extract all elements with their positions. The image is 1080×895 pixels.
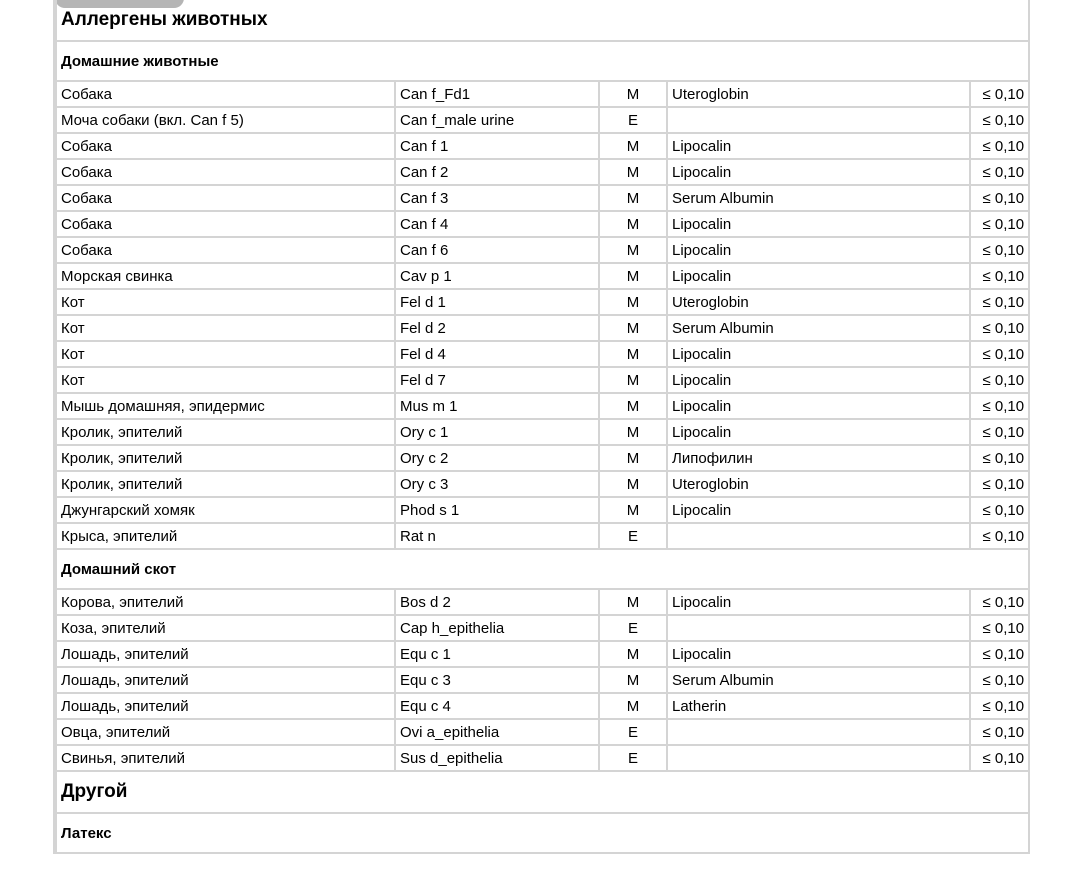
subsection-title: Домашний скот: [56, 549, 1029, 589]
cell-type: M: [599, 693, 667, 719]
cell-type: E: [599, 745, 667, 771]
cell-value: ≤ 0,10: [970, 667, 1029, 693]
cell-family: Lipocalin: [667, 419, 970, 445]
livestock-rows: [56, 589, 1029, 771]
cell-type: M: [599, 133, 667, 159]
cell-allergen: Ory c 1: [395, 419, 599, 445]
cell-family: Uteroglobin: [667, 289, 970, 315]
section-title: Другой: [56, 771, 1029, 813]
cell-allergen: Rat n: [395, 523, 599, 549]
cell-value: ≤ 0,10: [970, 133, 1029, 159]
table-row: [56, 471, 1029, 497]
cell-allergen: Can f 2: [395, 159, 599, 185]
pets-rows: [56, 81, 1029, 549]
section-header-animals: [56, 0, 1029, 41]
cell-source: Свинья, эпителий: [56, 745, 395, 771]
cell-value: ≤ 0,10: [970, 107, 1029, 133]
table-row: [56, 745, 1029, 771]
cell-allergen: Ory c 3: [395, 471, 599, 497]
cell-allergen: Ory c 2: [395, 445, 599, 471]
cell-allergen: Ovi a_epithelia: [395, 719, 599, 745]
table-row: [56, 315, 1029, 341]
cell-type: E: [599, 719, 667, 745]
cell-allergen: Equ c 3: [395, 667, 599, 693]
cell-family: Serum Albumin: [667, 315, 970, 341]
section-title: Аллергены животных: [56, 0, 1029, 41]
cell-value: ≤ 0,10: [970, 419, 1029, 445]
table-row: [56, 211, 1029, 237]
cell-source: Кролик, эпителий: [56, 419, 395, 445]
table-row: [56, 497, 1029, 523]
table-row: [56, 237, 1029, 263]
cell-type: M: [599, 263, 667, 289]
cell-value: ≤ 0,10: [970, 393, 1029, 419]
cell-allergen: Fel d 1: [395, 289, 599, 315]
table-row: [56, 615, 1029, 641]
cell-allergen: Can f 1: [395, 133, 599, 159]
allergen-table: [55, 0, 1030, 854]
cell-type: M: [599, 589, 667, 615]
cell-value: ≤ 0,10: [970, 641, 1029, 667]
cell-allergen: Bos d 2: [395, 589, 599, 615]
table-row: [56, 263, 1029, 289]
cell-type: M: [599, 445, 667, 471]
cell-family: Serum Albumin: [667, 667, 970, 693]
cell-type: M: [599, 667, 667, 693]
table-row: [56, 523, 1029, 549]
cell-type: M: [599, 497, 667, 523]
cell-allergen: Can f 6: [395, 237, 599, 263]
cell-family: [667, 107, 970, 133]
cell-value: ≤ 0,10: [970, 497, 1029, 523]
cell-family: Serum Albumin: [667, 185, 970, 211]
subsection-header-pets: [56, 41, 1029, 81]
cell-type: M: [599, 237, 667, 263]
cell-allergen: Fel d 4: [395, 341, 599, 367]
cell-source: Собака: [56, 211, 395, 237]
cell-source: Джунгарский хомяк: [56, 497, 395, 523]
cell-family: Latherin: [667, 693, 970, 719]
cell-value: ≤ 0,10: [970, 341, 1029, 367]
cell-type: M: [599, 315, 667, 341]
cell-value: ≤ 0,10: [970, 237, 1029, 263]
cell-family: Lipocalin: [667, 133, 970, 159]
table-row: [56, 393, 1029, 419]
cell-type: M: [599, 367, 667, 393]
table-row: [56, 589, 1029, 615]
cell-family: Lipocalin: [667, 641, 970, 667]
table-row: [56, 367, 1029, 393]
cell-allergen: Cav p 1: [395, 263, 599, 289]
cell-type: M: [599, 211, 667, 237]
cell-source: Морская свинка: [56, 263, 395, 289]
cell-allergen: Can f 4: [395, 211, 599, 237]
cell-type: M: [599, 81, 667, 107]
cell-source: Собака: [56, 237, 395, 263]
cell-source: Лошадь, эпителий: [56, 667, 395, 693]
cell-source: Кот: [56, 289, 395, 315]
cell-value: ≤ 0,10: [970, 471, 1029, 497]
cell-allergen: Phod s 1: [395, 497, 599, 523]
table-row: [56, 667, 1029, 693]
cell-source: Корова, эпителий: [56, 589, 395, 615]
cell-value: ≤ 0,10: [970, 81, 1029, 107]
cell-source: Собака: [56, 133, 395, 159]
cell-source: Кролик, эпителий: [56, 471, 395, 497]
cell-family: Lipocalin: [667, 237, 970, 263]
cell-source: Моча собаки (вкл. Can f 5): [56, 107, 395, 133]
cell-source: Кот: [56, 341, 395, 367]
cell-type: M: [599, 159, 667, 185]
cell-value: ≤ 0,10: [970, 745, 1029, 771]
cell-family: [667, 615, 970, 641]
table-row: [56, 133, 1029, 159]
cell-value: ≤ 0,10: [970, 523, 1029, 549]
cell-value: ≤ 0,10: [970, 315, 1029, 341]
cell-source: Кот: [56, 367, 395, 393]
cell-family: [667, 719, 970, 745]
cell-source: Овца, эпителий: [56, 719, 395, 745]
table-row: [56, 81, 1029, 107]
section-header-other: [56, 771, 1029, 813]
cell-source: Коза, эпителий: [56, 615, 395, 641]
subsection-title: Латекс: [56, 813, 1029, 853]
table-row: [56, 419, 1029, 445]
cell-allergen: Sus d_epithelia: [395, 745, 599, 771]
cell-value: ≤ 0,10: [970, 445, 1029, 471]
cell-allergen: Fel d 2: [395, 315, 599, 341]
cell-family: Липофилин: [667, 445, 970, 471]
cell-value: ≤ 0,10: [970, 185, 1029, 211]
cell-source: Лошадь, эпителий: [56, 693, 395, 719]
cell-type: E: [599, 107, 667, 133]
cell-allergen: Cap h_epithelia: [395, 615, 599, 641]
cell-family: Uteroglobin: [667, 471, 970, 497]
table-row: [56, 719, 1029, 745]
cell-source: Мышь домашняя, эпидермис: [56, 393, 395, 419]
subsection-title: Домашние животные: [56, 41, 1029, 81]
cell-family: Lipocalin: [667, 263, 970, 289]
allergen-report: [53, 0, 1030, 854]
cell-family: Lipocalin: [667, 341, 970, 367]
table-row: [56, 185, 1029, 211]
cell-source: Собака: [56, 81, 395, 107]
table-row: [56, 289, 1029, 315]
cell-family: Lipocalin: [667, 159, 970, 185]
cell-value: ≤ 0,10: [970, 159, 1029, 185]
cell-type: E: [599, 615, 667, 641]
table-row: [56, 107, 1029, 133]
cell-family: Lipocalin: [667, 589, 970, 615]
cell-type: M: [599, 471, 667, 497]
cell-allergen: Equ c 1: [395, 641, 599, 667]
subsection-header-livestock: [56, 549, 1029, 589]
cell-type: M: [599, 419, 667, 445]
table-row: [56, 641, 1029, 667]
cell-type: M: [599, 289, 667, 315]
cell-value: ≤ 0,10: [970, 367, 1029, 393]
cell-value: ≤ 0,10: [970, 589, 1029, 615]
cell-allergen: Fel d 7: [395, 367, 599, 393]
table-row: [56, 693, 1029, 719]
cell-family: Lipocalin: [667, 367, 970, 393]
cell-value: ≤ 0,10: [970, 719, 1029, 745]
cell-source: Кот: [56, 315, 395, 341]
cell-allergen: Can f 3: [395, 185, 599, 211]
cell-family: [667, 745, 970, 771]
cell-value: ≤ 0,10: [970, 693, 1029, 719]
cell-value: ≤ 0,10: [970, 263, 1029, 289]
cell-family: Lipocalin: [667, 497, 970, 523]
cell-source: Кролик, эпителий: [56, 445, 395, 471]
cell-value: ≤ 0,10: [970, 615, 1029, 641]
cell-type: M: [599, 641, 667, 667]
cell-type: M: [599, 341, 667, 367]
cell-source: Собака: [56, 185, 395, 211]
table-row: [56, 341, 1029, 367]
cell-allergen: Can f_Fd1: [395, 81, 599, 107]
cell-type: M: [599, 185, 667, 211]
cell-family: [667, 523, 970, 549]
cell-family: Lipocalin: [667, 211, 970, 237]
cell-source: Собака: [56, 159, 395, 185]
cell-allergen: Equ c 4: [395, 693, 599, 719]
cell-family: Lipocalin: [667, 393, 970, 419]
cell-allergen: Can f_male urine: [395, 107, 599, 133]
cell-source: Крыса, эпителий: [56, 523, 395, 549]
cell-source: Лошадь, эпителий: [56, 641, 395, 667]
cell-value: ≤ 0,10: [970, 289, 1029, 315]
subsection-header-latex: [56, 813, 1029, 853]
cell-type: M: [599, 393, 667, 419]
table-row: [56, 445, 1029, 471]
cell-family: Uteroglobin: [667, 81, 970, 107]
cell-value: ≤ 0,10: [970, 211, 1029, 237]
cell-allergen: Mus m 1: [395, 393, 599, 419]
table-row: [56, 159, 1029, 185]
cell-type: E: [599, 523, 667, 549]
